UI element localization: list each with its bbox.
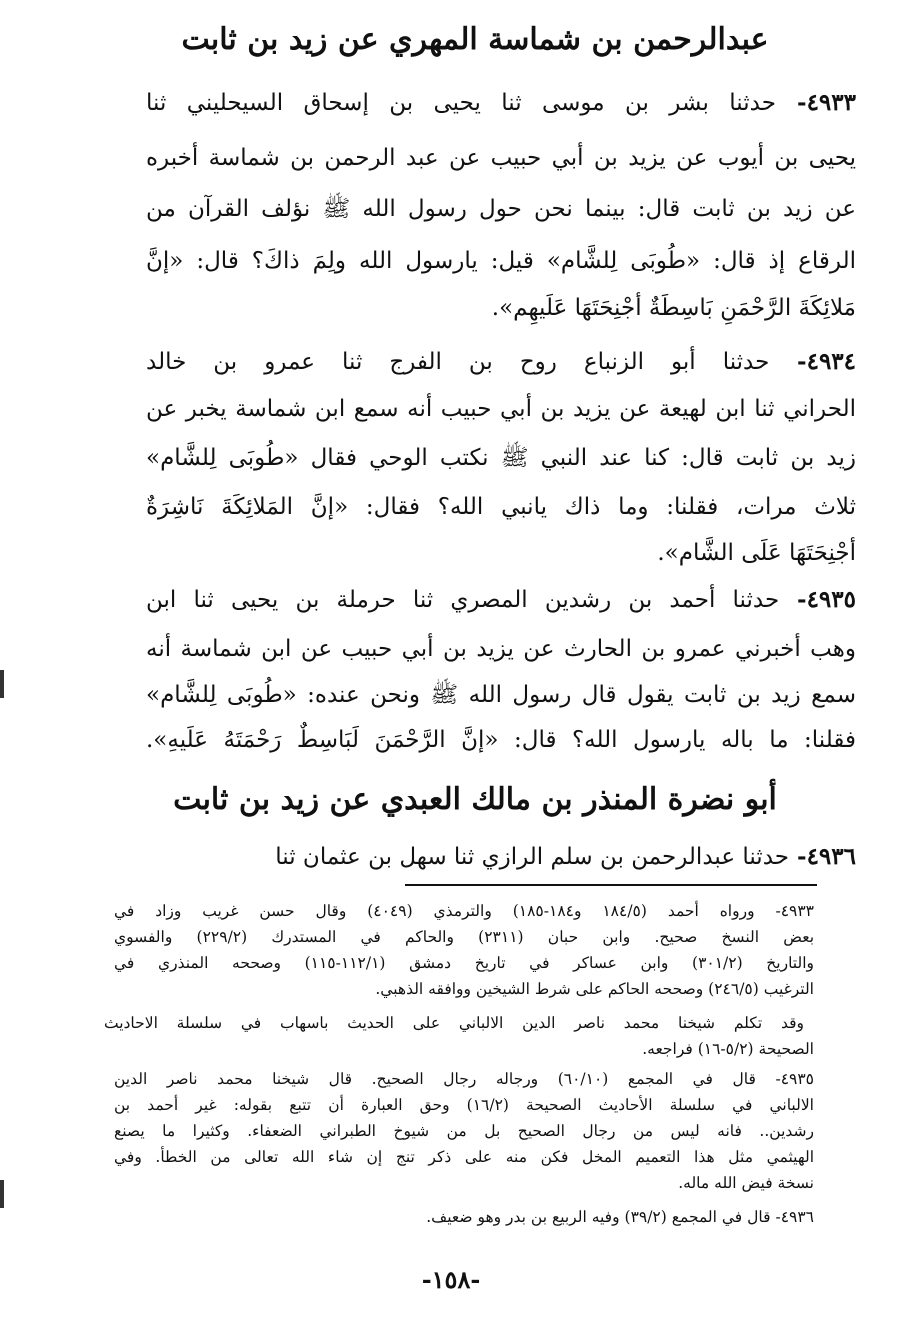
hadith-4933-line-5: مَلائِكَةَ الرَّحْمَنِ بَاسِطَةٌ أجْنِحَتَهَا عَلَيهِم». [491, 295, 856, 321]
scan-edge-mark [0, 670, 4, 698]
hadith-text: حدثنا أبو الزنباع روح بن الفرج ثنا عمرو بن خالد [146, 349, 770, 375]
footnote-line-7: ٤٩٣٥- قال في المجمع (٦٠/١٠) ورجاله رجال الصحيح. قال شيخنا محمد ناصر الدين [114, 1070, 815, 1088]
hadith-4935-line-1 [146, 575, 856, 625]
scan-edge-mark [0, 1180, 4, 1208]
hadith-4934-line-2: الحراني ثنا ابن لهيعة عن يزيد بن أبي حبيب أنه سمع ابن شماسة يخبر عن [146, 396, 856, 422]
footnote-line-1: ٤٩٣٣- ورواه أحمد (١٨٤/٥ و١٨٤-١٨٥) والترمذي (٤٠٤٩) وقال حسن غريب وزاد في [114, 902, 815, 920]
hadith-4933-line-3: عن زيد بن ثابت قال: بينما نحن حول رسول الله ﷺ نؤلف القرآن من [146, 196, 856, 222]
section-heading-abu-nadra: أبو نضرة المنذر بن مالك العبدي عن زيد بن ثابت [173, 782, 777, 817]
hadith-4935-line-2: وهب أخبرني عمرو بن الحارث عن يزيد بن أبي حبيب عن ابن شماسة أنه [146, 636, 856, 662]
hadith-number: ٤٩٣٣- [775, 89, 856, 116]
hadith-text: حدثنا عبدالرحمن بن سلم الرازي ثنا سهل بن عثمان ثنا [275, 844, 790, 870]
footnote-line-10: الهيثمي مثل هذا التعميم المخل فكن منه على ذكر تنج إن شاء الله تعالى من الخطأ. وفي [114, 1148, 814, 1166]
hadith-4933-line-2: يحيى بن أيوب عن يزيد بن أبي حبيب عن عبد الرحمن بن شماسة أخبره [146, 145, 856, 171]
hadith-number: ٤٩٣٦- [789, 843, 856, 870]
hadith-text: حدثنا بشر بن موسى ثنا يحيى بن إسحاق السيحليني ثنا [146, 90, 776, 116]
hadith-4936-line-1 [146, 832, 856, 882]
hadith-text: حدثنا أحمد بن رشدين المصري ثنا حرملة بن يحيى ثنا ابن [146, 587, 780, 613]
hadith-number: ٤٩٣٤- [769, 348, 857, 375]
footnote-line-6: الصحيحة (٥/٢-١٦) فراجعه. [642, 1040, 814, 1058]
section-heading-ibn-shamasa: عبدالرحمن بن شماسة المهري عن زيد بن ثابت [181, 22, 769, 57]
footnote-divider [405, 884, 817, 886]
footnote-line-11: نسخة فيض الله ماله. [678, 1174, 814, 1192]
footnote-line-12: ٤٩٣٦- قال في المجمع (٣٩/٢) وفيه الربيع بن بدر وهو ضعيف. [426, 1208, 814, 1226]
footnote-line-4: الترغيب (٢٤٦/٥) وصححه الحاكم على شرط الشيخين ووافقه الذهبي. [375, 980, 814, 998]
footnote-line-3: والتاريخ (٣٠١/٢) وابن عساكر في تاريخ دمشق (١١٢/١-١١٥) وصححه المنذري في [114, 954, 814, 972]
page-number: -١٥٨- [421, 1265, 481, 1294]
hadith-4934-line-1 [146, 337, 856, 387]
hadith-4933-line-4: الرقاع إذ قال: «طُوبَى لِلشَّام» قيل: يارسول الله ولِمَ ذاكَ؟ قال: «إنَّ [146, 248, 856, 274]
hadith-number: ٤٩٣٥- [779, 586, 856, 613]
footnote-line-2: بعض النسخ صحيح. وابن حبان (٢٣١١) والحاكم في المستدرك (٢٢٩/٢) والفسوي [114, 928, 815, 946]
hadith-4935-line-4: فقلنا: ما باله يارسول الله؟ قال: «إنَّ الرَّحْمَنَ لَبَاسِطٌ رَحْمَتَهُ عَلَيهِ». [146, 727, 856, 753]
hadith-4935-line-3: سمع زيد بن ثابت يقول قال رسول الله ﷺ ونحن عنده: «طُوبَى لِلشَّام» [146, 682, 856, 708]
hadith-4933-line-1 [146, 78, 856, 128]
footnote-line-9: رشدين.. فانه ليس من رجال الصحيح بل من شيوخ الطبراني الضعفاء. وكثيرا ما يصنع [114, 1122, 814, 1140]
hadith-4934-line-4: ثلاث مرات، فقلنا: وما ذاك يانبي الله؟ فقال: «إنَّ المَلائِكَةَ نَاشِرَةٌ [146, 494, 856, 520]
hadith-4934-line-3: زيد بن ثابت قال: كنا عند النبي ﷺ نكتب الوحي فقال «طُوبَى لِلشَّام» [146, 445, 856, 471]
hadith-4934-line-5: أجْنِحَتَهَا عَلَى الشَّام». [657, 540, 856, 566]
footnote-line-5: وقد تكلم شيخنا محمد ناصر الدين الالباني على الحديث باسهاب في سلسلة الاحاديث [104, 1014, 804, 1032]
footnote-line-8: الالباني في سلسلة الأحاديث الصحيحة (١٦/٢) وحق العبارة أن تتبع بقوله: غير أحمد بن [114, 1096, 814, 1114]
